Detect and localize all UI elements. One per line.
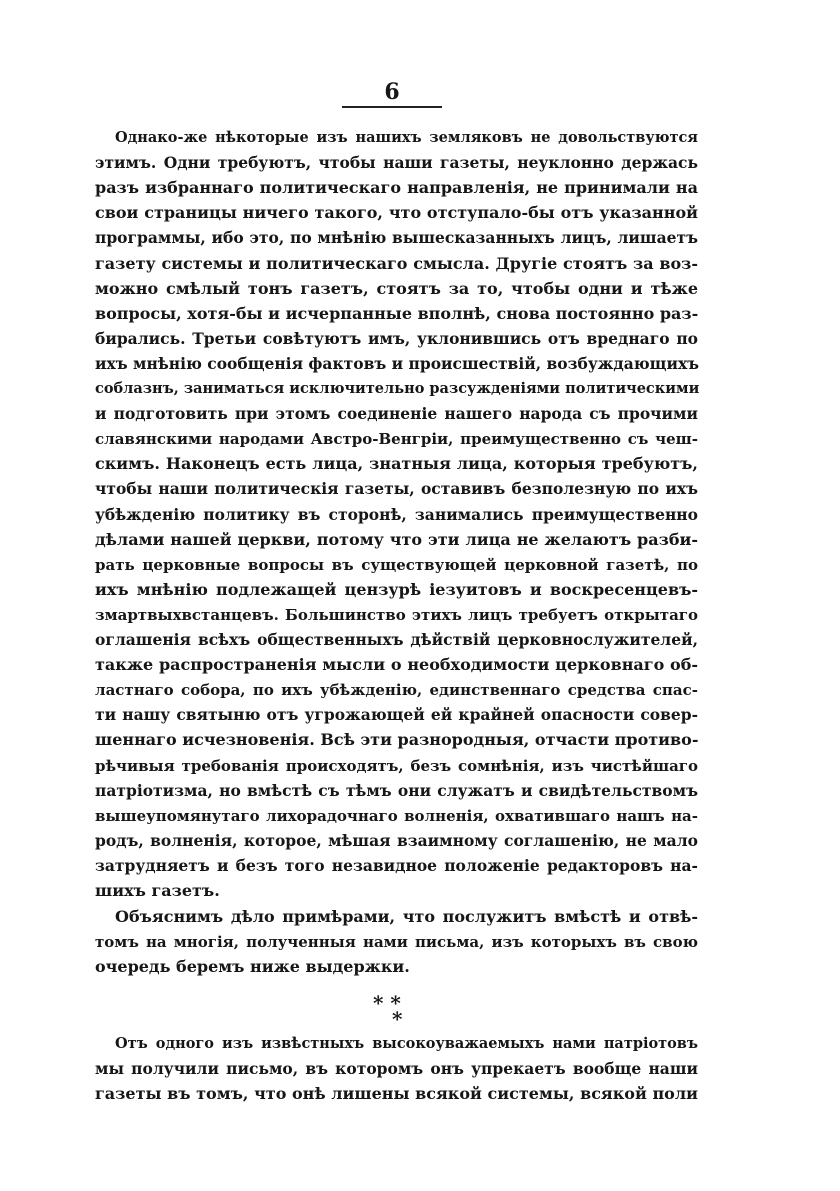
text-line: томъ на многія, полученныя нами письма, изъ которыхъ въ свою xyxy=(95,933,698,952)
text-line: очередь беремъ ниже выдержки. xyxy=(95,957,410,977)
text-line: змартвыхвстанцевъ. Большинство этихъ лицъ требуетъ открытаго xyxy=(95,605,698,624)
text-line: Объяснимъ дѣло примѣрами, что послужитъ вмѣстѣ и отвѣ- xyxy=(115,907,698,926)
text-line: рѣчивыя требованія происходятъ, безъ сомнѣнія, изъ чистѣйшаго xyxy=(95,756,698,775)
text-line: славянскими народами Австро-Венгріи, преимущественно съ чеш- xyxy=(95,430,698,449)
text-line: Однако-же нѣкоторые изъ нашихъ земляковъ не довольствуются xyxy=(115,129,698,146)
text-line: чтобы наши политическія газеты, оставивъ безполезную по ихъ xyxy=(95,479,698,499)
text-line: этимъ. Одни требуютъ, чтобы наши газеты, неуклонно держась xyxy=(95,153,698,173)
text-line: шихъ газетъ. xyxy=(95,881,220,900)
text-line: свои страницы ничего такого, что отступало-бы отъ указанной xyxy=(95,203,698,223)
text-line: также распространенія мысли о необходимости церковнаго об- xyxy=(95,655,698,675)
text-line: затрудняетъ и безъ того незавидное положеніе редакторовъ на- xyxy=(95,855,698,875)
text-line: газеты въ томъ, что онѣ лишены всякой системы, всякой поли xyxy=(95,1084,698,1104)
text-line: родъ, волненія, которое, мѣшая взаимному соглашенію, не мало xyxy=(95,830,698,850)
text-line: вопросы, хотя-бы и исчерпанные вполнѣ, снова постоянно раз- xyxy=(95,303,699,323)
text-line: и подготовить при этомъ соединеніе нашего народа съ прочими xyxy=(95,404,698,424)
text-line: разъ избраннаго политическаго направленія, не принимали на xyxy=(95,178,698,198)
page-number-rule xyxy=(342,106,442,108)
text-line: шеннаго исчезновенія. Всѣ эти разнородныя, отчасти противо- xyxy=(95,730,699,750)
text-line: ластнаго собора, по ихъ убѣжденію, единственнаго средства спас- xyxy=(95,681,698,700)
text-line: мы получили письмо, въ которомъ онъ упрекаетъ вообще наши xyxy=(95,1059,698,1079)
text-line: дѣлами нашей церкви, потому что эти лица не желаютъ разби- xyxy=(95,529,698,549)
text-line: соблазнъ, заниматься исключительно разсужденіями политическими xyxy=(95,380,700,397)
text-line: программы, ибо это, по мнѣнію вышесказанныхъ лицъ, лишаетъ xyxy=(95,228,698,248)
text-line: убѣжденію политику въ сторонѣ, занимались преимущественно xyxy=(95,504,698,524)
page-number: 6 xyxy=(384,79,400,105)
section-separator-bottom: * xyxy=(392,1007,403,1031)
text-line: вышеупомянутаго лихорадочнаго волненія, охватившаго нашъ на- xyxy=(95,806,698,825)
text-line: ти нашу святыню отъ угрожающей ей крайней опасности совер- xyxy=(95,705,698,725)
text-line: скимъ. Наконецъ есть лица, знатныя лица, которыя требуютъ, xyxy=(95,454,698,474)
text-line: оглашенія всѣхъ общественныхъ дѣйствій церковнослужителей, xyxy=(95,630,698,649)
text-line: ихъ мнѣнію подлежащей цензурѣ іезуитовъ и воскресенцевъ- xyxy=(95,579,698,599)
text-line: бирались. Третьи совѣтуютъ имъ, уклонившись отъ вреднаго по xyxy=(95,328,698,348)
text-line: рать церковные вопросы въ существующей церковной газетѣ, по xyxy=(95,555,698,574)
text-line: ихъ мнѣнію сообщенія фактовъ и происшествій, возбуждающихъ xyxy=(95,353,700,373)
text-line: газету системы и политическаго смысла. Другіе стоятъ за воз- xyxy=(95,253,698,273)
section-separator-top: * * xyxy=(373,991,401,1015)
text-line: патріотизма, но вмѣстѣ съ тѣмъ они служатъ и свидѣтельствомъ xyxy=(95,780,698,800)
text-line: можно смѣлый тонъ газетъ, стоятъ за то, чтобы одни и тѣже xyxy=(95,278,698,298)
text-line: Отъ одного изъ извѣстныхъ высокоуважаемыхъ нами патріотовъ xyxy=(115,1035,698,1052)
